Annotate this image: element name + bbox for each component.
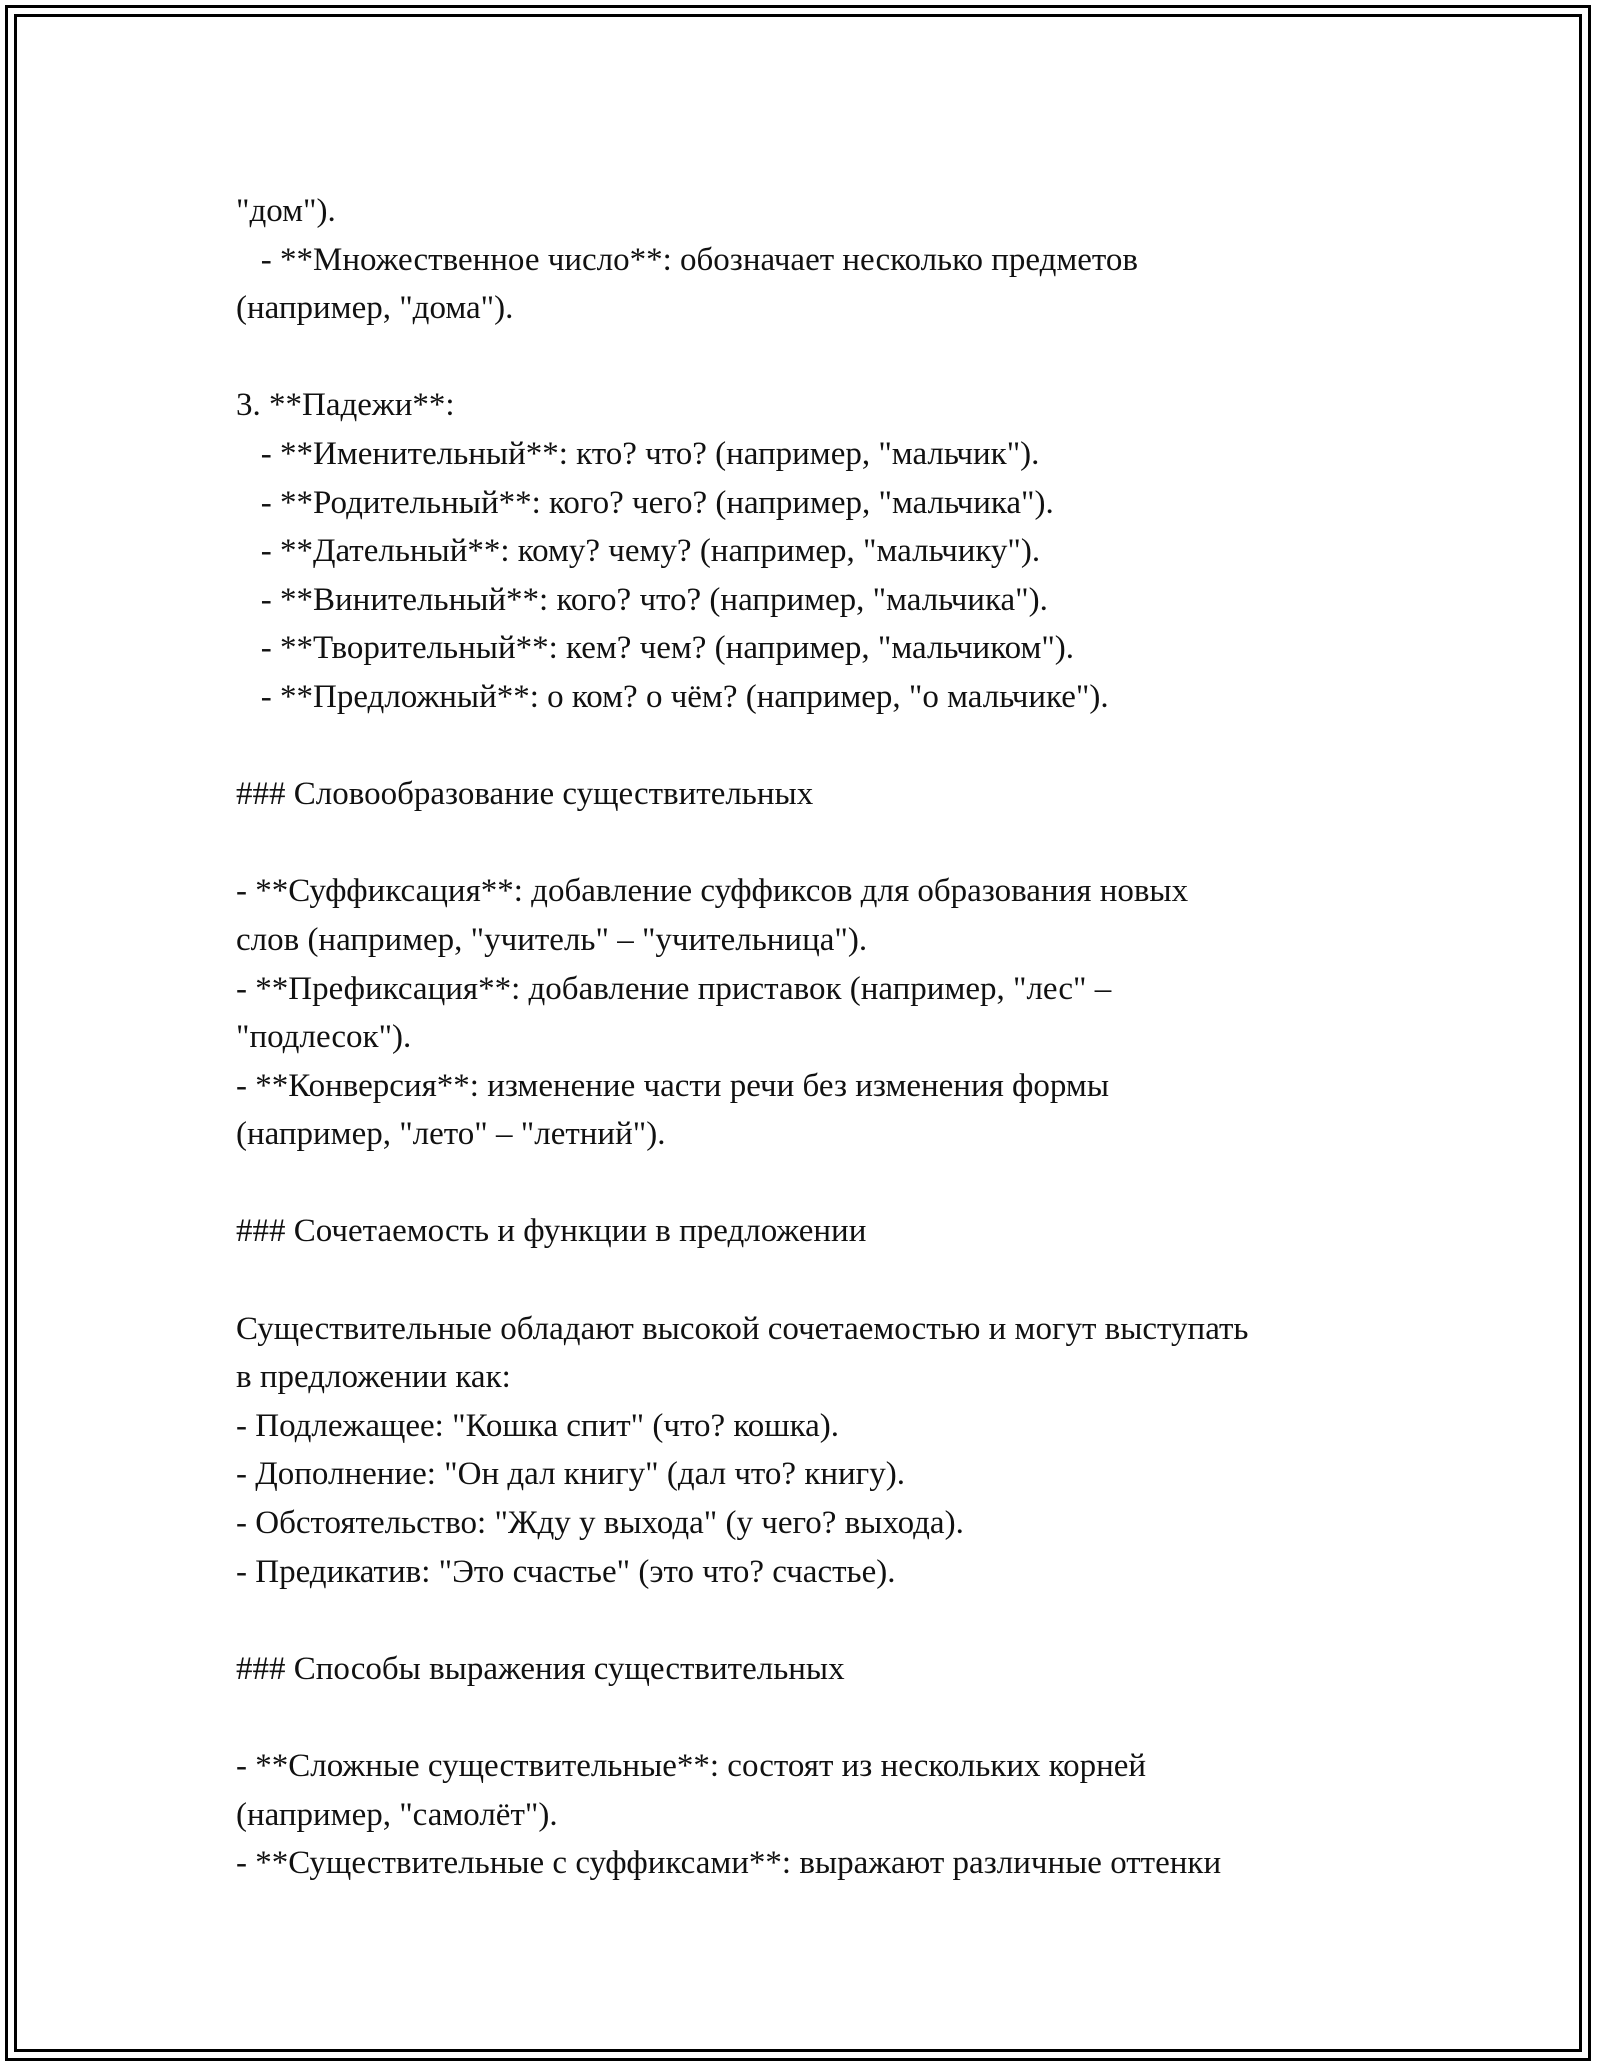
list-item: - **Дательный**: кому? чему? (например, "мальчику"). (236, 533, 1041, 570)
list-item: - **Конверсия**: изменение части речи без изменения формы (236, 1067, 1109, 1104)
text-line: слов (например, "учитель" – "учительница"). (236, 921, 868, 958)
list-item: - **Префиксация**: добавление приставок (например, "лес" – (236, 970, 1112, 1007)
text-line: "подлесок"). (236, 1019, 412, 1056)
list-item: - Подлежащее: "Кошка спит" (что? кошка). (236, 1407, 840, 1444)
section-heading-expression: ### Способы выражения существительных (236, 1650, 845, 1687)
blank-line (236, 819, 1436, 868)
list-item: - **Сложные существительные**: состоят из нескольких корней (236, 1748, 1147, 1784)
text-line: - **Множественное число**: обозначает несколько предметов (236, 241, 1138, 278)
list-item: - **Именительный**: кто? что? (например, "мальчик"). (236, 435, 1040, 472)
blank-line (236, 1693, 1436, 1742)
section-heading-compatibility: ### Сочетаемость и функции в предложении (236, 1213, 867, 1250)
blank-line (236, 333, 1436, 382)
section-heading-word-formation: ### Словообразование существительных (236, 776, 814, 813)
list-item: - **Предложный**: о ком? о чём? (например, "о мальчике"). (236, 678, 1109, 715)
text-line: (например, "дома"). (236, 290, 514, 327)
paragraph-line: в предложении как: (236, 1359, 511, 1396)
blank-line (236, 1256, 1436, 1305)
text-line: (например, "самолёт"). (236, 1796, 558, 1833)
list-item: - Предикатив: "Это счастье" (это что? счастье). (236, 1553, 896, 1590)
list-item: - Обстоятельство: "Жду у выхода" (у чего? выхода). (236, 1505, 964, 1542)
list-item: - **Родительный**: кого? чего? (например, "мальчика"). (236, 484, 1054, 521)
list-item: - **Винительный**: кого? что? (например, "мальчика"). (236, 581, 1048, 618)
list-item: - **Творительный**: кем? чем? (например, "мальчиком"). (236, 630, 1075, 667)
text-line: (например, "лето" – "летний"). (236, 1116, 666, 1153)
text-line: "дом"). (236, 193, 336, 229)
blank-line (236, 1159, 1436, 1208)
section-heading-cases: 3. **Падежи**: (236, 387, 455, 424)
list-item: - **Существительные с суффиксами**: выражают различные оттенки (236, 1845, 1222, 1882)
list-item: - **Суффиксация**: добавление суффиксов для образования новых (236, 873, 1189, 910)
list-item: - Дополнение: "Он дал книгу" (дал что? книгу). (236, 1456, 905, 1493)
blank-line (236, 722, 1436, 771)
document-body (236, 187, 1436, 1888)
blank-line (236, 1596, 1436, 1645)
paragraph-line: Существительные обладают высокой сочетаемостью и могут выступать (236, 1310, 1249, 1347)
